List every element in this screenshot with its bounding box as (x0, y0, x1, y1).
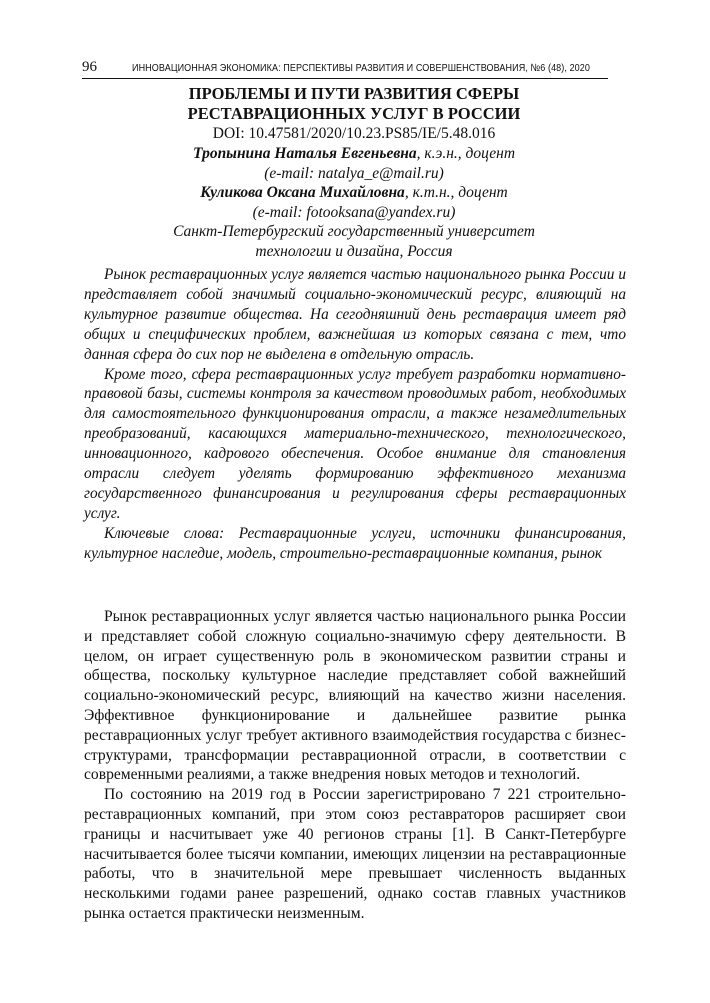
author-2-degree: , к.т.н., доцент (404, 184, 508, 201)
abstract-paragraph-1: Рынок реставрационных услуг является частью национального рынка России и представляет собой значимый социально-экономический ресурс, влияющий на культурное развитие общества. На сегодняшний день реставрация имеет ряд общих и специфических проблем, важнейшая из которых связана с тем, что данная сфера до сих пор не выделена в отдельную отрасль. (84, 266, 626, 363)
affiliation-line-2: технологии и дизайна, Россия (255, 243, 453, 260)
author-2 (82, 184, 626, 202)
journal-title: ИННОВАЦИОННАЯ ЭКОНОМИКА: ПЕРСПЕКТИВЫ РАЗВИТИЯ И СОВЕРШЕНСТВОВАНИЯ, №6 (48), 2020 (132, 62, 591, 74)
running-header (82, 58, 608, 78)
page-number: 96 (82, 59, 97, 75)
header-rule (82, 78, 608, 79)
affiliation-line-1: Санкт-Петербургский государственный университет (173, 223, 535, 240)
article-title-line-2: РЕСТАВРАЦИОННЫХ УСЛУГ В РОССИИ (187, 104, 521, 123)
author-2-email: (e-mail: fotooksana@yandex.ru) (252, 204, 456, 221)
body-paragraph-1: Рынок реставрационных услуг является частью национального рынка России и представляет собой сложную социально-значимую сферу деятельности. В целом, он играет существенную роль в экономическом развитии страны и общества, поскольку культурное наследие представляет собой важнейший социально-экономический ресурс, влияющий на качество жизни населения. Эффективное функционирование и дальнейшее развитие рынка реставрационных услуг требует активного взаимодействия государства с бизнес-структурами, трансформации реставрационной отрасли, в соответствии с современными реалиями, а также внедрения новых методов и технологий. (84, 608, 626, 784)
doi: DOI: 10.47581/2020/10.23.PS85/IE/5.48.016 (212, 125, 496, 142)
author-2-name: Куликова Оксана Михайловна (200, 184, 405, 201)
body-text (84, 607, 626, 924)
abstract (84, 265, 626, 564)
author-1-degree: , к.э.н., доцент (416, 145, 516, 162)
author-1-name: Тропынина Наталья Евгеньевна (192, 145, 417, 162)
article-title-line-1: ПРОБЛЕМЫ И ПУТИ РАЗВИТИЯ СФЕРЫ (188, 84, 520, 103)
abstract-paragraph-2: Кроме того, сфера реставрационных услуг требует разработки нормативно-правовой базы, системы контроля за качеством проводимых работ, необходимых для самостоятельного функционирования отрасли, а также незамедлительных преобразований, касающихся материально-технического, технологического, инновационного, кадрового обеспечения. Особое внимание для становления отрасли следует уделять формированию эффективного механизма государственного финансирования и регулирования сферы реставрационных услуг. (84, 365, 626, 522)
keywords: Ключевые слова: Реставрационные услуги, источники финансирования, культурное наследие, модель, строительно-реставрационные компания, рынок (84, 524, 626, 562)
body-paragraph-2: По состоянию на 2019 год в России зарегистрировано 7 221 строительно-реставрационных компаний, при этом союз реставраторов расширяет свои границы и насчитывает уже 40 регионов страны [1]. В Санкт-Петербурге насчитывается более тысячи компании, имеющих лицензии на реставрационные работы, что в значительной мере превышает численность выданных несколькими годами ранее разрешений, однако состав главных участников рынка остается практически неизменным. (84, 786, 626, 922)
author-1 (82, 145, 626, 163)
author-1-email: (e-mail: natalya_e@mail.ru) (264, 165, 444, 182)
